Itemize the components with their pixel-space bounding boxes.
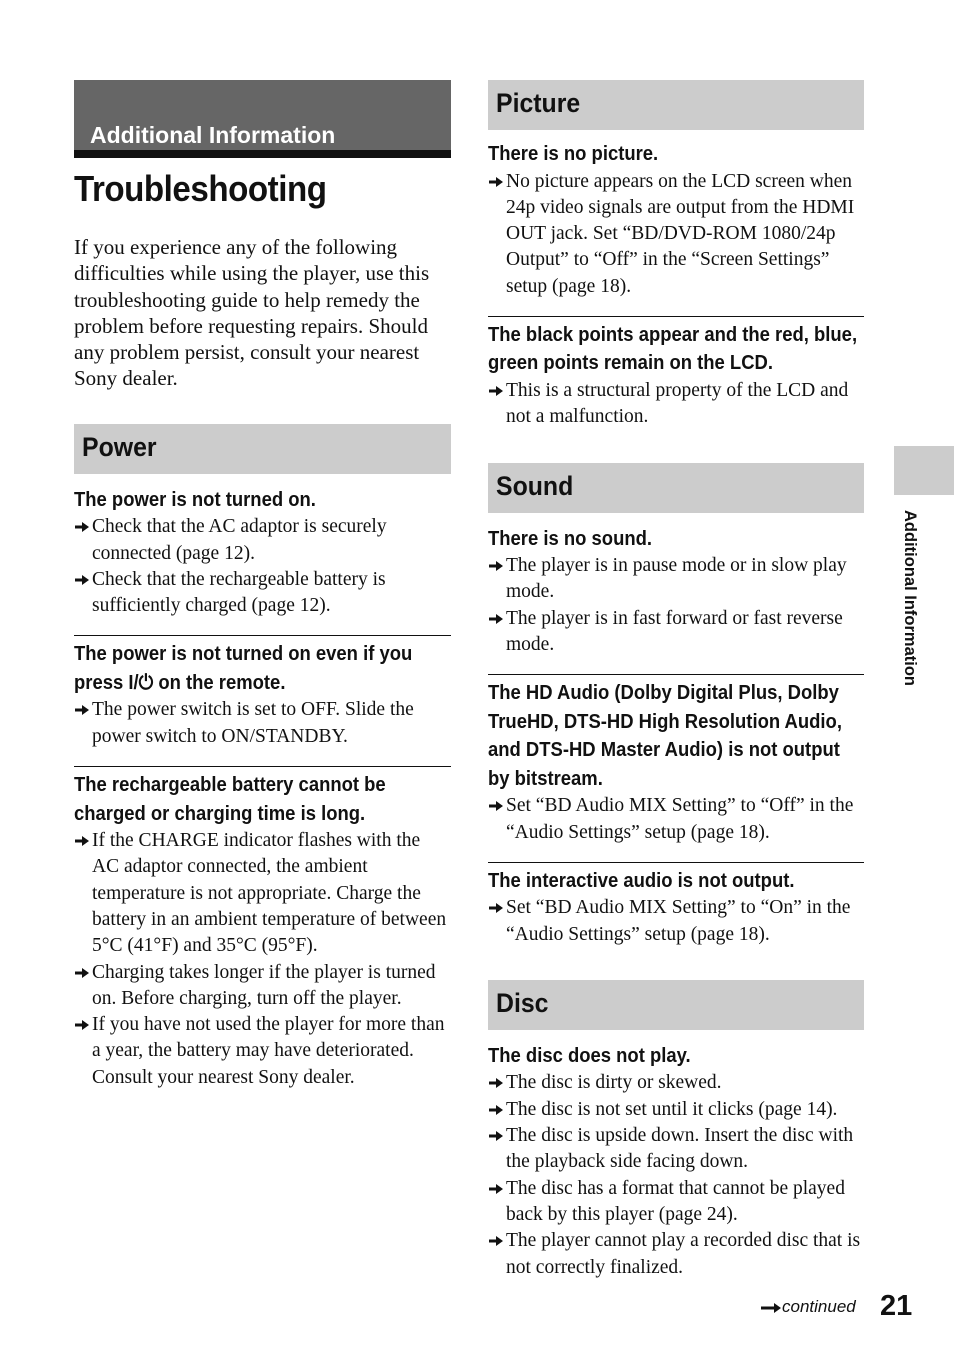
side-tab-label: Additional Information [901, 510, 919, 686]
trouble-item [74, 486, 451, 620]
answer-list [488, 169, 864, 300]
arrow-right-icon [488, 560, 504, 572]
arrow-right-icon [488, 800, 504, 812]
answer-list [488, 1070, 864, 1280]
arrow-right-icon [488, 613, 504, 625]
answer-list [488, 553, 864, 658]
trouble-item [488, 1042, 864, 1281]
intro-paragraph: If you experience any of the following difficulties while using the player, use this troubleshooting guide to help remedy the problem before requesting repairs. Should any problem persist, consult your nearest Sony dealer. [74, 235, 430, 391]
question: The rechargeable battery cannot be charged or charging time is long. [74, 773, 386, 825]
arrow-right-icon [488, 1104, 504, 1116]
question: The disc does not play. [488, 1043, 691, 1067]
continued-note: continued [760, 1297, 856, 1317]
answer-item: Set “BD Audio MIX Setting” to “On” in the “Audio Settings” setup (page 18). [488, 895, 864, 948]
trouble-item [488, 140, 864, 300]
answer-item: The player cannot play a recorded disc that is not correctly finalized. [488, 1228, 864, 1281]
arrow-right-icon [760, 1302, 782, 1314]
answer-list [74, 514, 451, 619]
answer-list [74, 697, 451, 750]
trouble-item [488, 321, 864, 431]
answer-list [488, 895, 864, 948]
chapter-title: Additional Information [90, 122, 336, 148]
section-heading-sound: Sound [488, 463, 864, 513]
trouble-item [488, 679, 864, 846]
question: The power is not turned on. [74, 487, 316, 511]
side-tab [894, 446, 954, 495]
trouble-item [488, 525, 864, 659]
arrow-right-icon [74, 521, 90, 533]
page-title: Troubleshooting [74, 168, 327, 209]
question: The interactive audio is not output. [488, 868, 795, 892]
answer-list [488, 378, 864, 431]
arrow-right-icon [488, 1077, 504, 1089]
arrow-right-icon [488, 1183, 504, 1195]
answer-item: If you have not used the player for more than a year, the battery may have deteriorated. Consult your nearest Sony dealer. [74, 1012, 451, 1091]
arrow-right-icon [74, 704, 90, 716]
arrow-right-icon [74, 967, 90, 979]
question: There is no picture. [488, 142, 659, 165]
right-column [488, 80, 864, 1281]
answer-list [74, 828, 451, 1091]
trouble-item [74, 771, 451, 1091]
question: The HD Audio (Dolby Digital Plus, Dolby TrueHD, DTS-HD High Resolution Audio, and DTS-HD Master Audio) is not output by bitstream. [488, 681, 842, 790]
page-number: 21 [880, 1290, 913, 1322]
answer-item: The disc is upside down. Insert the disc with the playback side facing down. [488, 1123, 864, 1176]
arrow-right-icon [488, 902, 504, 914]
arrow-right-icon [488, 1235, 504, 1247]
arrow-right-icon [488, 176, 504, 188]
question: The power is not turned on even if you press I/⏻ on the remote. [74, 642, 413, 694]
answer-item: The disc has a format that cannot be played back by this player (page 24). [488, 1176, 864, 1229]
answer-item: If the CHARGE indicator flashes with the AC adaptor connected, the ambient temperature is not appropriate. Charge the battery in an ambient temperature of between 5°C (41°F) and 35°C (95°F). [74, 828, 451, 959]
trouble-item [488, 867, 864, 948]
answer-list [488, 793, 864, 846]
arrow-right-icon [74, 574, 90, 586]
answer-item: No picture appears on the LCD screen when 24p video signals are output from the HDMI OUT jack. Set “BD/DVD-ROM 1080/24p Output” to “Off” in the “Screen Settings” setup (page 18). [488, 169, 864, 300]
divider [488, 674, 864, 675]
section-heading-disc: Disc [488, 980, 864, 1030]
answer-item: Check that the AC adaptor is securely connected (page 12). [74, 514, 451, 567]
trouble-item [74, 640, 451, 750]
left-column [74, 80, 451, 1091]
arrow-right-icon [488, 385, 504, 397]
question: The black points appear and the red, blue, green points remain on the LCD. [488, 322, 858, 375]
divider [488, 316, 864, 317]
question: There is no sound. [488, 526, 653, 550]
section-heading-power: Power [74, 424, 451, 474]
chapter-banner [74, 80, 451, 158]
divider [74, 635, 451, 636]
answer-item: This is a structural property of the LCD and not a malfunction. [488, 378, 864, 431]
answer-item: The power switch is set to OFF. Slide the power switch to ON/STANDBY. [74, 697, 451, 750]
answer-item: The player is in pause mode or in slow play mode. [488, 553, 864, 606]
arrow-right-icon [74, 835, 90, 847]
answer-item: Set “BD Audio MIX Setting” to “Off” in the “Audio Settings” setup (page 18). [488, 793, 864, 846]
section-heading-picture: Picture [488, 80, 864, 130]
answer-item: The disc is dirty or skewed. [488, 1070, 864, 1096]
answer-item: Charging takes longer if the player is turned on. Before charging, turn off the player. [74, 960, 451, 1013]
answer-item: Check that the rechargeable battery is sufficiently charged (page 12). [74, 567, 451, 620]
arrow-right-icon [74, 1019, 90, 1031]
divider [74, 766, 451, 767]
answer-item: The player is in fast forward or fast reverse mode. [488, 606, 864, 659]
divider [488, 862, 864, 863]
answer-item: The disc is not set until it clicks (page 14). [488, 1097, 864, 1123]
arrow-right-icon [488, 1130, 504, 1142]
